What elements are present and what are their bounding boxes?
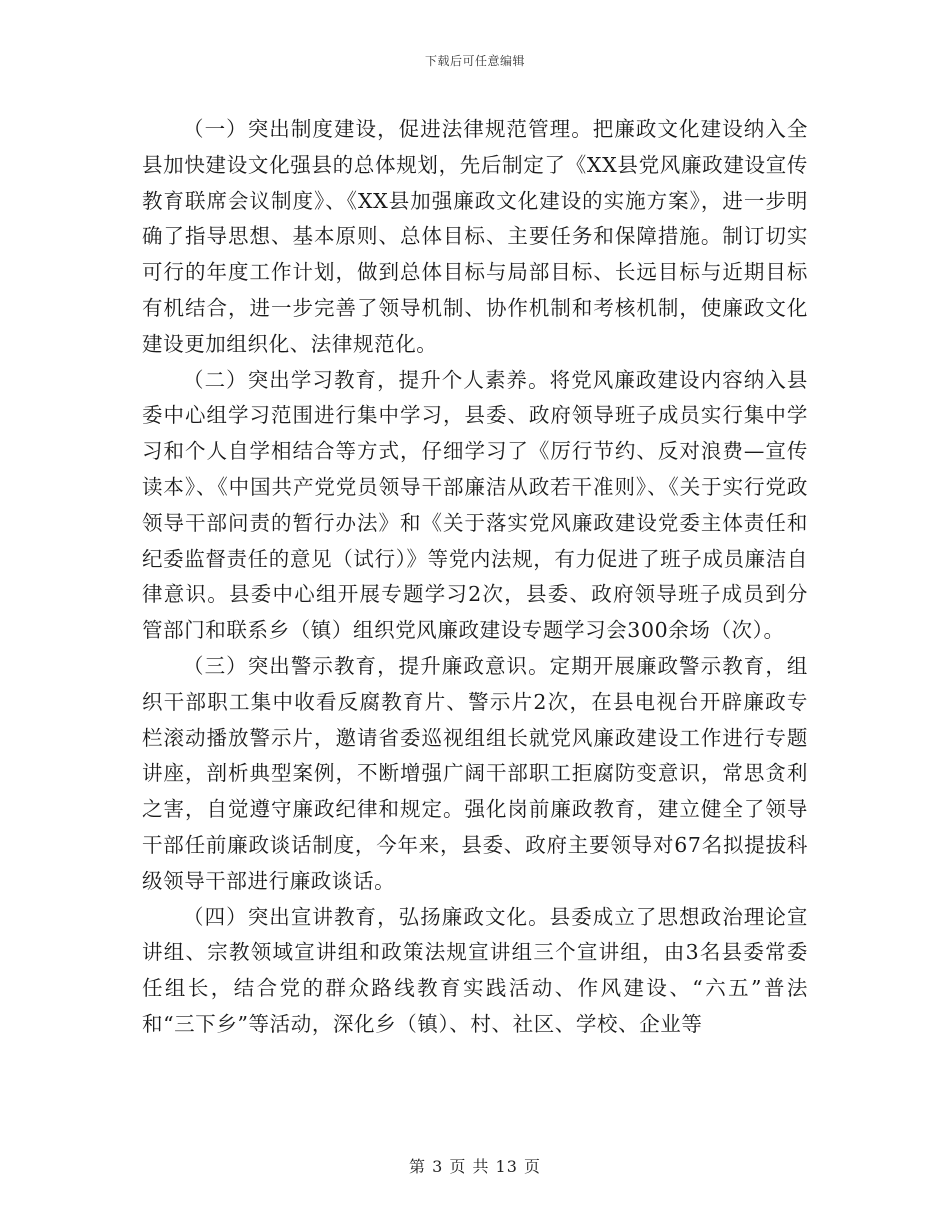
paragraph-4: （四）突出宣讲教育，弘扬廉政文化。县委成立了思想政治理论宣讲组、宗教领域宣讲组和政策法规宣讲组三个宣讲组，由3名县委常委任组长，结合党的群众路线教育实践活动、作风建设、“六五”普法和“三下乡”等活动，深化乡（镇）、村、社区、学校、企业等 [142,904,808,1036]
paragraph-3: （三）突出警示教育，提升廉政意识。定期开展廉政警示教育，组织干部职工集中收看反腐教育片、警示片2次，在县电视台开辟廉政专栏滚动播放警示片，邀请省委巡视组组长就党风廉政建设工作进行专题讲座，剖析典型案例，不断增强广阔干部职工拒腐防变意识，常思贪利之害，自觉遵守廉政纪律和规定。强化岗前廉政教育，建立健全了领导干部任前廉政谈话制度，今年来，县委、政府主要领导对67名拟提拔科级领导干部进行廉政谈话。 [142,653,808,893]
page-number-footer: 第 3 页 共 13 页 [409,1157,541,1176]
page-header-note: 下载后可任意编辑 [424,54,525,68]
paragraph-2: （二）突出学习教育，提升个人素养。将党风廉政建设内容纳入县委中心组学习范围进行集中学习，县委、政府领导班子成员实行集中学习和个人自学相结合等方式，仔细学习了《厉行节约、反对浪费—宣传读本》、《中国共产党党员领导干部廉洁从政若干准则》、《关于实行党政领导干部问责的暂行办法》和《关于落实党风廉政建设党委主体责任和纪委监督责任的意见（试行）》等党内法规，有力促进了班子成员廉洁自律意识。县委中心组开展专题学习2次，县委、政府领导班子成员到分管部门和联系乡（镇）组织党风廉政建设专题学习会300余场（次）。 [142,367,808,643]
paragraph-1: （一）突出制度建设，促进法律规范管理。把廉政文化建设纳入全县加快建设文化强县的总体规划，先后制定了《XX县党风廉政建设宣传教育联席会议制度》、《XX县加强廉政文化建设的实施方案》，进一步明确了指导思想、基本原则、总体目标、主要任务和保障措施。制订切实可行的年度工作计划，做到总体目标与局部目标、长远目标与近期目标有机结合，进一步完善了领导机制、协作机制和考核机制，使廉政文化建设更加组织化、法律规范化。 [142,117,808,356]
document-body [142,112,808,1043]
